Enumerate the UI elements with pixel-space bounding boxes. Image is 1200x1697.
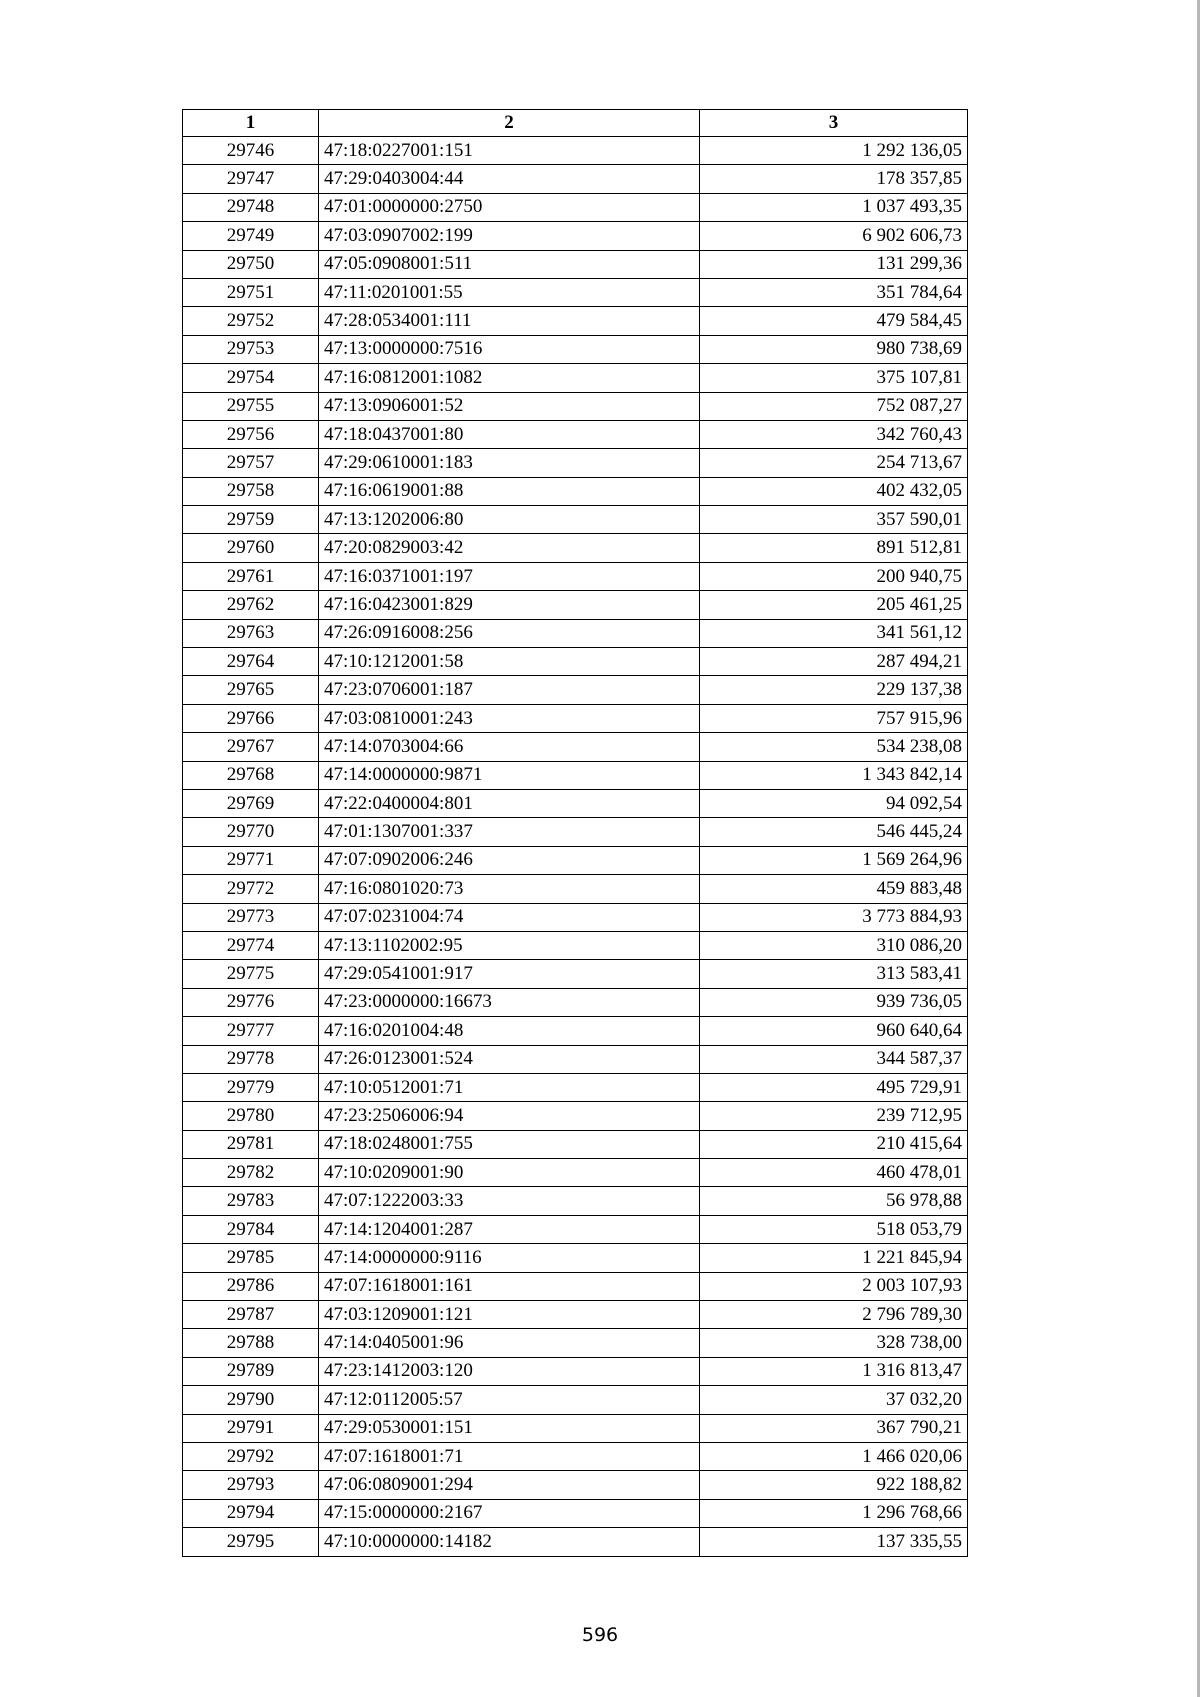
value-cell: 1 343 842,14 xyxy=(700,761,968,789)
value-cell: 891 512,81 xyxy=(700,534,968,562)
row-number-cell: 29763 xyxy=(183,619,319,647)
value-cell: 342 760,43 xyxy=(700,420,968,448)
row-number-cell: 29780 xyxy=(183,1102,319,1130)
row-number-cell: 29758 xyxy=(183,477,319,505)
row-number-cell: 29781 xyxy=(183,1130,319,1158)
cadastral-number-cell: 47:16:0619001:88 xyxy=(319,477,700,505)
value-cell: 1 316 813,47 xyxy=(700,1357,968,1385)
row-number-cell: 29750 xyxy=(183,250,319,278)
cadastral-number-cell: 47:16:0371001:197 xyxy=(319,562,700,590)
row-number-cell: 29784 xyxy=(183,1215,319,1243)
cadastral-number-cell: 47:18:0437001:80 xyxy=(319,420,700,448)
value-cell: 939 736,05 xyxy=(700,988,968,1016)
cadastral-number-cell: 47:14:0405001:96 xyxy=(319,1329,700,1357)
value-cell: 367 790,21 xyxy=(700,1414,968,1442)
value-cell: 131 299,36 xyxy=(700,250,968,278)
table-row xyxy=(183,1073,968,1101)
row-number-cell: 29790 xyxy=(183,1386,319,1414)
table-row xyxy=(183,789,968,817)
cadastral-number-cell: 47:12:0112005:57 xyxy=(319,1386,700,1414)
cadastral-number-cell: 47:29:0530001:151 xyxy=(319,1414,700,1442)
cadastral-number-cell: 47:16:0423001:829 xyxy=(319,591,700,619)
cadastral-number-cell: 47:07:0902006:246 xyxy=(319,846,700,874)
table-row xyxy=(183,619,968,647)
value-cell: 479 584,45 xyxy=(700,307,968,335)
value-cell: 205 461,25 xyxy=(700,591,968,619)
cadastral-number-cell: 47:23:0706001:187 xyxy=(319,676,700,704)
cadastral-number-cell: 47:10:0209001:90 xyxy=(319,1159,700,1187)
cadastral-number-cell: 47:06:0809001:294 xyxy=(319,1471,700,1499)
table-row xyxy=(183,1499,968,1527)
table-row xyxy=(183,278,968,306)
table-row xyxy=(183,1357,968,1385)
value-cell: 1 466 020,06 xyxy=(700,1442,968,1470)
value-cell: 3 773 884,93 xyxy=(700,903,968,931)
cadastral-number-cell: 47:10:1212001:58 xyxy=(319,648,700,676)
value-cell: 200 940,75 xyxy=(700,562,968,590)
row-number-cell: 29764 xyxy=(183,648,319,676)
row-number-cell: 29788 xyxy=(183,1329,319,1357)
table-row xyxy=(183,477,968,505)
table-row xyxy=(183,931,968,959)
value-cell: 1 292 136,05 xyxy=(700,137,968,165)
cadastral-number-cell: 47:18:0227001:151 xyxy=(319,137,700,165)
cadastral-number-cell: 47:13:1102002:95 xyxy=(319,931,700,959)
row-number-cell: 29772 xyxy=(183,875,319,903)
table-row xyxy=(183,1159,968,1187)
header-row xyxy=(183,110,968,137)
value-cell: 341 561,12 xyxy=(700,619,968,647)
table-row xyxy=(183,960,968,988)
table-row xyxy=(183,420,968,448)
row-number-cell: 29762 xyxy=(183,591,319,619)
value-cell: 344 587,37 xyxy=(700,1045,968,1073)
cadastral-number-cell: 47:20:0829003:42 xyxy=(319,534,700,562)
table-row xyxy=(183,1045,968,1073)
row-number-cell: 29748 xyxy=(183,193,319,221)
value-cell: 495 729,91 xyxy=(700,1073,968,1101)
table-row xyxy=(183,1187,968,1215)
table-row xyxy=(183,1386,968,1414)
value-cell: 375 107,81 xyxy=(700,364,968,392)
value-cell: 351 784,64 xyxy=(700,278,968,306)
row-number-cell: 29793 xyxy=(183,1471,319,1499)
value-cell: 229 137,38 xyxy=(700,676,968,704)
value-cell: 328 738,00 xyxy=(700,1329,968,1357)
value-cell: 239 712,95 xyxy=(700,1102,968,1130)
row-number-cell: 29760 xyxy=(183,534,319,562)
row-number-cell: 29792 xyxy=(183,1442,319,1470)
value-cell: 357 590,01 xyxy=(700,506,968,534)
row-number-cell: 29761 xyxy=(183,562,319,590)
value-cell: 1 221 845,94 xyxy=(700,1244,968,1272)
cadastral-number-cell: 47:07:1618001:71 xyxy=(319,1442,700,1470)
table-row xyxy=(183,1017,968,1045)
table-row xyxy=(183,988,968,1016)
value-cell: 752 087,27 xyxy=(700,392,968,420)
row-number-cell: 29769 xyxy=(183,789,319,817)
value-cell: 518 053,79 xyxy=(700,1215,968,1243)
cadastral-number-cell: 47:22:0400004:801 xyxy=(319,789,700,817)
value-cell: 1 037 493,35 xyxy=(700,193,968,221)
value-cell: 922 188,82 xyxy=(700,1471,968,1499)
table-row xyxy=(183,1272,968,1300)
table-row xyxy=(183,449,968,477)
cadastral-number-cell: 47:13:1202006:80 xyxy=(319,506,700,534)
row-number-cell: 29789 xyxy=(183,1357,319,1385)
cadastral-number-cell: 47:13:0906001:52 xyxy=(319,392,700,420)
table-row xyxy=(183,733,968,761)
row-number-cell: 29754 xyxy=(183,364,319,392)
row-number-cell: 29783 xyxy=(183,1187,319,1215)
table-row xyxy=(183,534,968,562)
table-row xyxy=(183,903,968,931)
row-number-cell: 29755 xyxy=(183,392,319,420)
row-number-cell: 29757 xyxy=(183,449,319,477)
cadastral-number-cell: 47:23:0000000:16673 xyxy=(319,988,700,1016)
row-number-cell: 29746 xyxy=(183,137,319,165)
table-row xyxy=(183,875,968,903)
table-body xyxy=(183,137,968,1557)
row-number-cell: 29786 xyxy=(183,1272,319,1300)
table-row xyxy=(183,1301,968,1329)
page-number: 596 xyxy=(581,1624,619,1646)
table-row xyxy=(183,648,968,676)
table-row xyxy=(183,846,968,874)
table-row xyxy=(183,761,968,789)
row-number-cell: 29749 xyxy=(183,222,319,250)
value-cell: 1 569 264,96 xyxy=(700,846,968,874)
table-row xyxy=(183,137,968,165)
cadastral-number-cell: 47:14:0000000:9871 xyxy=(319,761,700,789)
row-number-cell: 29777 xyxy=(183,1017,319,1045)
value-cell: 980 738,69 xyxy=(700,335,968,363)
table-row xyxy=(183,222,968,250)
row-number-cell: 29782 xyxy=(183,1159,319,1187)
table-row xyxy=(183,1442,968,1470)
row-number-cell: 29774 xyxy=(183,931,319,959)
row-number-cell: 29776 xyxy=(183,988,319,1016)
row-number-cell: 29773 xyxy=(183,903,319,931)
cadastral-number-cell: 47:23:2506006:94 xyxy=(319,1102,700,1130)
row-number-cell: 29785 xyxy=(183,1244,319,1272)
column-header-1: 1 xyxy=(183,110,319,137)
cadastral-number-cell: 47:16:0812001:1082 xyxy=(319,364,700,392)
value-cell: 1 296 768,66 xyxy=(700,1499,968,1527)
value-cell: 757 915,96 xyxy=(700,704,968,732)
table-row xyxy=(183,307,968,335)
cadastral-number-cell: 47:10:0512001:71 xyxy=(319,1073,700,1101)
cadastral-number-cell: 47:01:1307001:337 xyxy=(319,818,700,846)
row-number-cell: 29791 xyxy=(183,1414,319,1442)
cadastral-number-cell: 47:16:0201004:48 xyxy=(319,1017,700,1045)
table-row xyxy=(183,1471,968,1499)
cadastral-number-cell: 47:07:1618001:161 xyxy=(319,1272,700,1300)
cadastral-number-cell: 47:29:0403004:44 xyxy=(319,165,700,193)
table-row xyxy=(183,1215,968,1243)
cadastral-number-cell: 47:14:0000000:9116 xyxy=(319,1244,700,1272)
value-cell: 287 494,21 xyxy=(700,648,968,676)
cadastral-number-cell: 47:10:0000000:14182 xyxy=(319,1528,700,1556)
row-number-cell: 29747 xyxy=(183,165,319,193)
table-row xyxy=(183,562,968,590)
row-number-cell: 29752 xyxy=(183,307,319,335)
registry-table xyxy=(182,109,968,1557)
table-row xyxy=(183,1528,968,1556)
value-cell: 310 086,20 xyxy=(700,931,968,959)
cadastral-number-cell: 47:26:0123001:524 xyxy=(319,1045,700,1073)
table-row xyxy=(183,1329,968,1357)
table-row xyxy=(183,1130,968,1158)
table-row xyxy=(183,392,968,420)
value-cell: 313 583,41 xyxy=(700,960,968,988)
cadastral-number-cell: 47:14:1204001:287 xyxy=(319,1215,700,1243)
value-cell: 546 445,24 xyxy=(700,818,968,846)
cadastral-number-cell: 47:03:1209001:121 xyxy=(319,1301,700,1329)
cadastral-number-cell: 47:26:0916008:256 xyxy=(319,619,700,647)
row-number-cell: 29766 xyxy=(183,704,319,732)
row-number-cell: 29771 xyxy=(183,846,319,874)
cadastral-number-cell: 47:07:0231004:74 xyxy=(319,903,700,931)
value-cell: 210 415,64 xyxy=(700,1130,968,1158)
table-row xyxy=(183,704,968,732)
value-cell: 2 796 789,30 xyxy=(700,1301,968,1329)
table-row xyxy=(183,506,968,534)
table-row xyxy=(183,335,968,363)
value-cell: 960 640,64 xyxy=(700,1017,968,1045)
value-cell: 2 003 107,93 xyxy=(700,1272,968,1300)
table-row xyxy=(183,193,968,221)
row-number-cell: 29795 xyxy=(183,1528,319,1556)
table-row xyxy=(183,818,968,846)
row-number-cell: 29759 xyxy=(183,506,319,534)
table-row xyxy=(183,1102,968,1130)
row-number-cell: 29770 xyxy=(183,818,319,846)
row-number-cell: 29756 xyxy=(183,420,319,448)
row-number-cell: 29768 xyxy=(183,761,319,789)
cadastral-number-cell: 47:15:0000000:2167 xyxy=(319,1499,700,1527)
value-cell: 534 238,08 xyxy=(700,733,968,761)
row-number-cell: 29765 xyxy=(183,676,319,704)
table-row xyxy=(183,676,968,704)
value-cell: 6 902 606,73 xyxy=(700,222,968,250)
row-number-cell: 29753 xyxy=(183,335,319,363)
cadastral-number-cell: 47:03:0907002:199 xyxy=(319,222,700,250)
cadastral-number-cell: 47:05:0908001:511 xyxy=(319,250,700,278)
row-number-cell: 29787 xyxy=(183,1301,319,1329)
table-row xyxy=(183,1244,968,1272)
cadastral-number-cell: 47:07:1222003:33 xyxy=(319,1187,700,1215)
cadastral-number-cell: 47:16:0801020:73 xyxy=(319,875,700,903)
cadastral-number-cell: 47:14:0703004:66 xyxy=(319,733,700,761)
cadastral-number-cell: 47:23:1412003:120 xyxy=(319,1357,700,1385)
value-cell: 254 713,67 xyxy=(700,449,968,477)
row-number-cell: 29778 xyxy=(183,1045,319,1073)
value-cell: 37 032,20 xyxy=(700,1386,968,1414)
row-number-cell: 29794 xyxy=(183,1499,319,1527)
row-number-cell: 29767 xyxy=(183,733,319,761)
cadastral-number-cell: 47:13:0000000:7516 xyxy=(319,335,700,363)
table-row xyxy=(183,1414,968,1442)
row-number-cell: 29779 xyxy=(183,1073,319,1101)
cadastral-number-cell: 47:29:0541001:917 xyxy=(319,960,700,988)
cadastral-number-cell: 47:18:0248001:755 xyxy=(319,1130,700,1158)
value-cell: 137 335,55 xyxy=(700,1528,968,1556)
value-cell: 460 478,01 xyxy=(700,1159,968,1187)
table-row xyxy=(183,591,968,619)
cadastral-number-cell: 47:28:0534001:111 xyxy=(319,307,700,335)
row-number-cell: 29751 xyxy=(183,278,319,306)
value-cell: 402 432,05 xyxy=(700,477,968,505)
value-cell: 56 978,88 xyxy=(700,1187,968,1215)
table-row xyxy=(183,165,968,193)
value-cell: 459 883,48 xyxy=(700,875,968,903)
table-row xyxy=(183,250,968,278)
column-header-2: 2 xyxy=(319,110,700,137)
cadastral-number-cell: 47:01:0000000:2750 xyxy=(319,193,700,221)
cadastral-number-cell: 47:11:0201001:55 xyxy=(319,278,700,306)
value-cell: 94 092,54 xyxy=(700,789,968,817)
value-cell: 178 357,85 xyxy=(700,165,968,193)
cadastral-number-cell: 47:03:0810001:243 xyxy=(319,704,700,732)
column-header-3: 3 xyxy=(700,110,968,137)
table-row xyxy=(183,364,968,392)
cadastral-number-cell: 47:29:0610001:183 xyxy=(319,449,700,477)
row-number-cell: 29775 xyxy=(183,960,319,988)
